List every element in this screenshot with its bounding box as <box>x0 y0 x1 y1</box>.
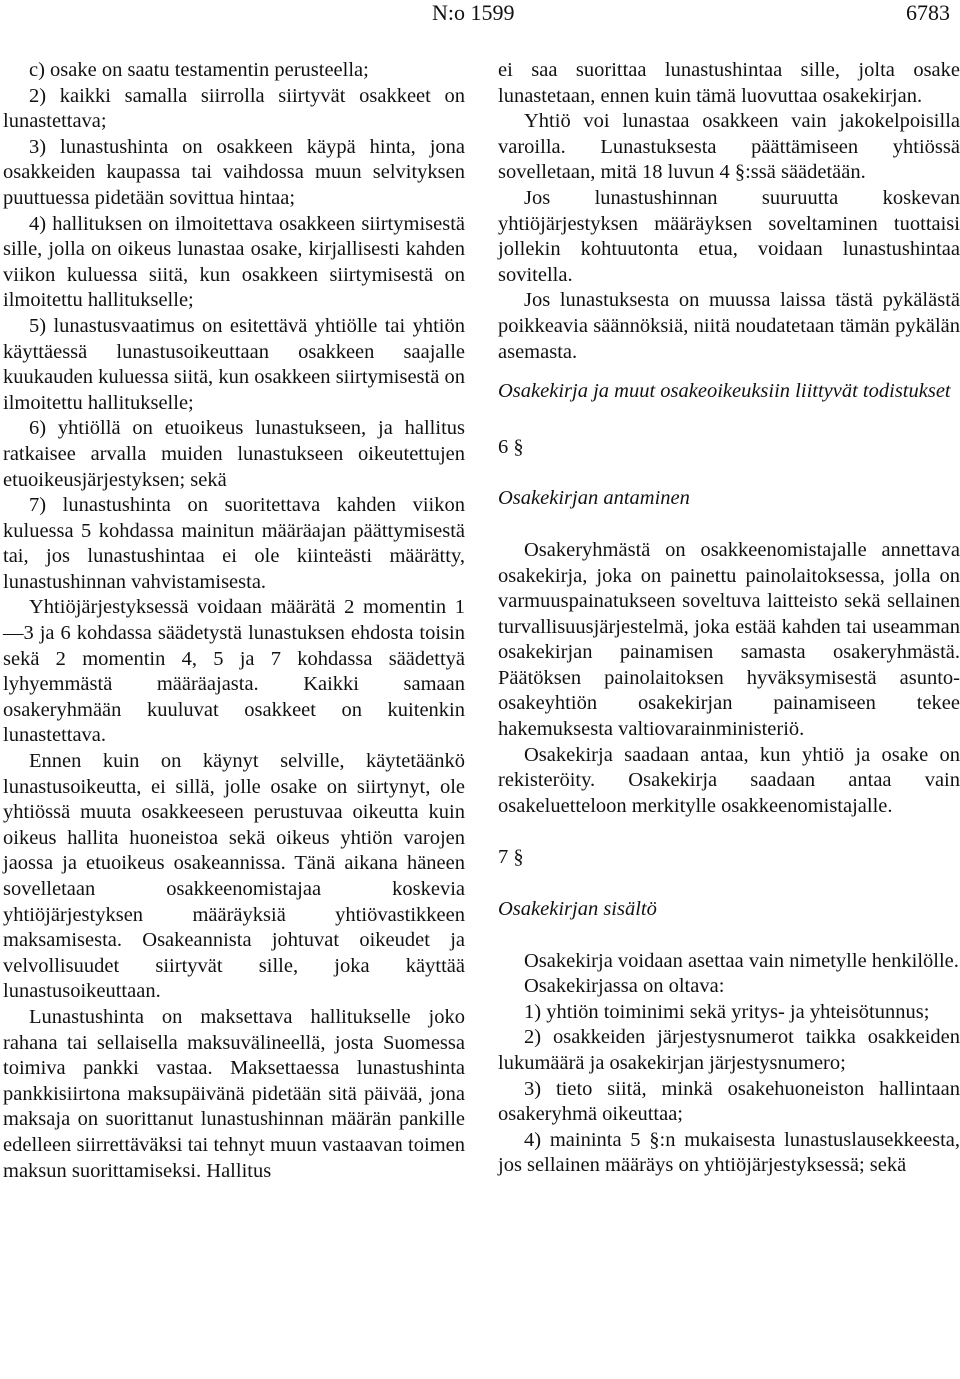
page-number: 6783 <box>906 0 950 25</box>
left-column <box>3 58 465 1184</box>
paragraph: Lunastushinta on maksettava hallitukselle joko rahana tai sellaisella maksuvälineellä, josta Suomessa toimiva pankki vastaa. Maksettaessa lunastushinta pankkisiirtona maksupäivänä pidetään sitä päivää, jona maksaja on suorittanut lunastushinnan määrän pankille edelleen siirrettäväksi tai tehnyt muun vastaavan toimen maksun suorittamiseksi. Hallitus <box>3 1005 465 1182</box>
spacer <box>498 871 960 897</box>
paragraph: Yhtiöjärjestyksessä voidaan määrätä 2 momentin 1—3 ja 6 kohdassa säädetystä lunastuksen ehdosta toisin sekä 2 momentin 4, 5 ja 7 kohdassa säädettyä lyhyemmästä määräajasta. Kaikki samaan osakeryhmään kuuluvat osakkeet on kuitenkin lunastettava. <box>3 596 465 747</box>
right-column <box>498 58 960 1179</box>
paragraph: Osakekirja voidaan asettaa vain nimetylle henkilölle. <box>524 949 959 972</box>
paragraph: Yhtiö voi lunastaa osakkeen vain jakokelpoisilla varoilla. Lunastuksesta päättämiseen yhtiössä sovelletaan, mitä 18 luvun 4 §:ssä säädetään. <box>498 110 960 184</box>
paragraph: Ennen kuin on käynyt selville, käytetäänkö lunastusoikeutta, ei sillä, jolle osake on siirtynyt, ole yhtiössä muuta osakkeeseen perustuvaa oikeutta kuin oikeus hallita huoneistoa sekä oikeus yhtiön varojen jaossa ja etuoikeus osakeannissa. Tänä aikana häneen sovelletaan osakkeenomistajaa koskevia yhtiöjärjestyksen määräyksiä yhtiövastikkeen maksamisesta. Osakeannista johtuvat oikeudet ja velvollisuudet siirtyvät sille, joka käyttää lunastusoikeuttaan. <box>3 750 465 1003</box>
section-title: Osakekirjan sisältö <box>498 898 657 921</box>
list-item-2: 2) osakkeiden järjestysnumerot taikka osakkeiden lukumäärä ja osakekirjan järjestysnumero; <box>498 1026 960 1074</box>
spacer <box>498 512 960 538</box>
list-item-7: 7) lunastushinta on suoritettava kahden viikon kuluessa 5 kohdassa mainitun määräajan päättymisestä tai, jos lunastushintaa ei ole kiinteästi määrätty, lunastushinnan vahvistamisesta. <box>3 494 465 593</box>
paragraph: Osakeryhmästä on osakkeenomistajalle annettava osakekirja, joka on painettu painolaitoksessa, jolla on varmuuspainatukseen soveltuva laitteisto sekä sellainen turvallisuusjärjestelmä, joka estää kahden tai useamman osakekirjan painamisen samasta osakeryhmästä. Päätöksen painolaitoksen hyväksymisestä asunto-osakeyhtiön osakekirjan painamiseen tekee hakemuksesta valtiovarainministeriö. <box>498 538 960 741</box>
section-number: 7 § <box>498 846 524 869</box>
spacer <box>498 923 960 949</box>
statute-number: N:o 1599 <box>432 0 515 25</box>
paragraph: Jos lunastushinnan suuruutta koskevan yhtiöjärjestyksen määräyksen soveltaminen tuottaisi jollekin kohtuutonta etua, voidaan lunastushintaa sovitella. <box>498 186 960 286</box>
spacer <box>498 365 960 379</box>
chapter-heading: Osakekirja ja muut osakeoikeuksiin liittyvät todistukset <box>498 380 951 403</box>
list-item-3: 3) lunastushinta on osakkeen käypä hinta, jona osakkeiden kaupassa tai vaihdossa muun selvityksen puuttuessa pidetään sovittua hintaa; <box>3 135 465 209</box>
page-header <box>0 0 960 40</box>
spacer <box>498 460 960 486</box>
section-number: 6 § <box>498 435 524 458</box>
list-item-6: 6) yhtiöllä on etuoikeus lunastukseen, ja hallitus ratkaisee arvalla muiden lunastukseen oikeutettujen etuoikeusjärjestyksen; sekä <box>3 417 465 491</box>
list-item-2: 2) kaikki samalla siirrolla siirtyvät osakkeet on lunastettava; <box>3 84 465 133</box>
paragraph: Osakekirjassa on oltava: <box>524 975 725 998</box>
list-item-c: c) osake on saatu testamentin perusteella; <box>29 59 369 81</box>
list-item-4: 4) maininta 5 §:n mukaisesta lunastuslausekkeesta, jos sellainen määräys on yhtiöjärjestyksessä; sekä <box>498 1128 960 1177</box>
paragraph-continuation: ei saa suorittaa lunastushintaa sille, jolta osake lunastetaan, ennen kuin tämä luovuttaa osakekirjan. <box>498 59 960 107</box>
list-item-3: 3) tieto siitä, minkä osakehuoneiston hallintaan osakeryhmä oikeuttaa; <box>498 1077 960 1126</box>
paragraph: Osakekirja saadaan antaa, kun yhtiö ja osake on rekisteröity. Osakekirja saadaan antaa vain osakeluetteloon merkitylle osakkeenomistajalle. <box>498 743 960 817</box>
spacer <box>498 819 960 845</box>
list-item-1: 1) yhtiön toiminimi sekä yritys- ja yhteisötunnus; <box>524 1000 930 1023</box>
list-item-5: 5) lunastusvaatimus on esitettävä yhtiölle tai yhtiön käyttäessä lunastusoikeuttaan osakkeen saajalle kuukauden kuluessa siitä, kun osakkeen siirtymisestä on ilmoitettu hallitukselle; <box>3 314 465 414</box>
section-title: Osakekirjan antaminen <box>498 487 690 510</box>
list-item-4: 4) hallituksen on ilmoitettava osakkeen siirtymisestä sille, jolla on oikeus lunastaa osake, kirjallisesti kahden viikon kuluessa siitä, kun osakkeen siirtymisestä on ilmoitettu hallitukselle; <box>3 212 465 312</box>
paragraph: Jos lunastuksesta on muussa laissa tästä pykälästä poikkeavia säännöksiä, niitä noudatetaan tämän pykälän asemasta. <box>498 289 960 363</box>
spacer <box>498 405 960 435</box>
